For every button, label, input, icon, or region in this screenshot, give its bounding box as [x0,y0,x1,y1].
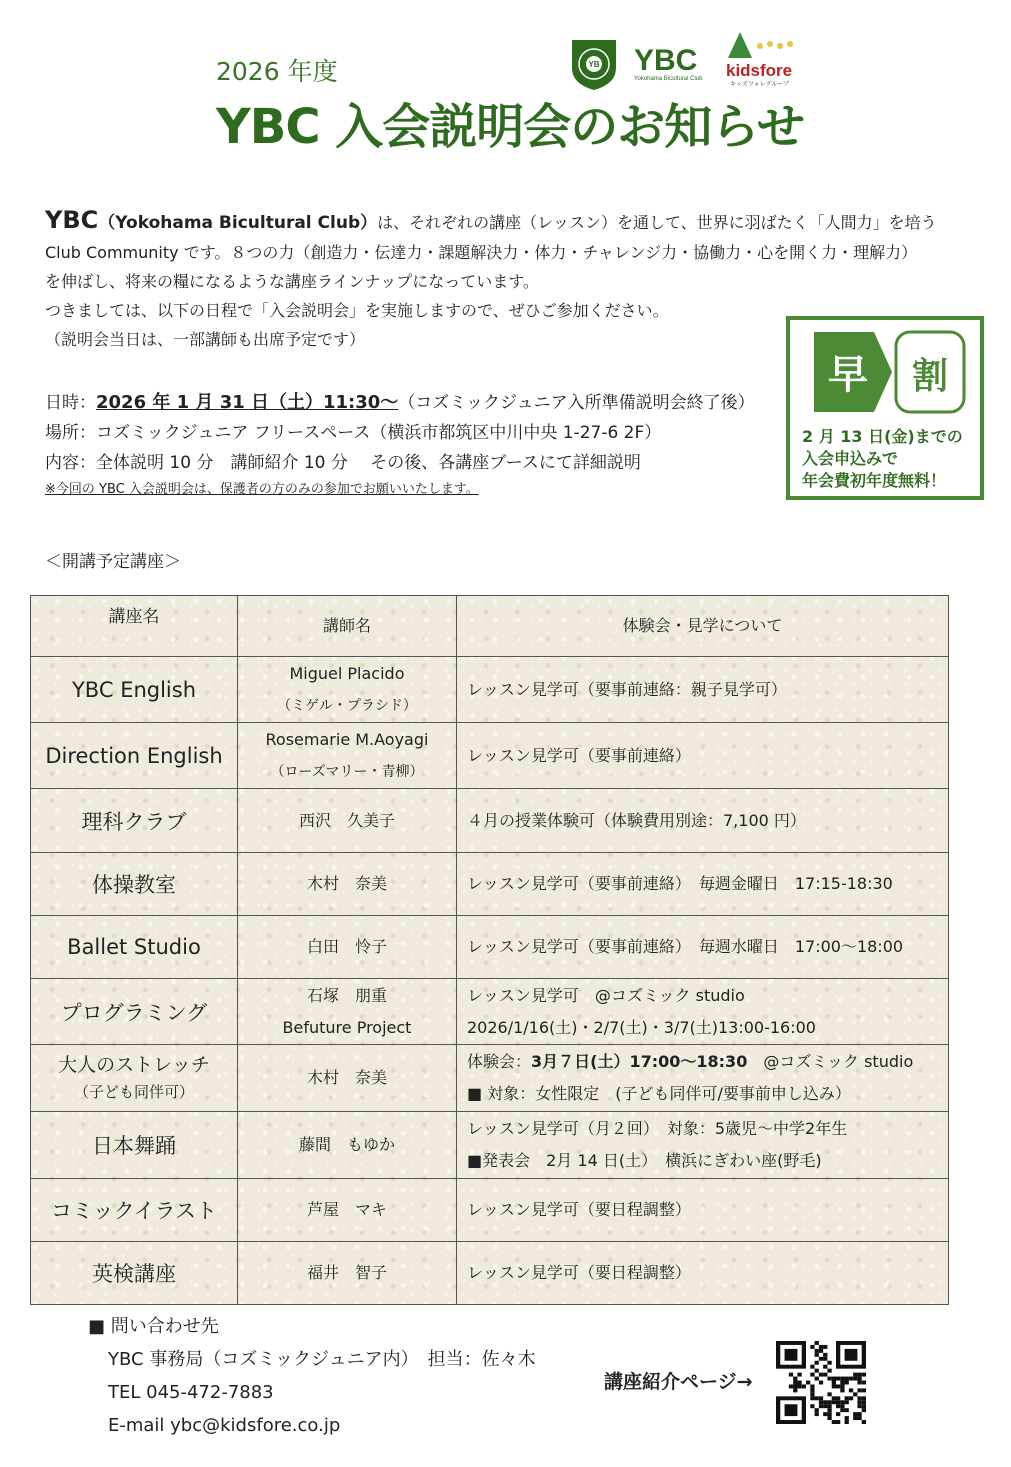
course-name-sub: （子ども同伴可） [73,1083,194,1101]
contact-heading: ■ 問い合わせ先 [88,1316,219,1337]
info-line: レッスン見学可 @コズミック studio [467,985,745,1005]
info-cell [457,1242,949,1305]
teacher-name: （ローズマリー・青柳） [270,763,424,780]
course-name: プログラミング [60,1000,208,1025]
teacher-name: Befuture Project [282,1017,412,1037]
early-bird-badge [810,328,968,420]
svg-text:Yokohama Bicultural Club: Yokohama Bicultural Club [634,76,703,82]
teacher-cell [238,853,457,916]
intro-line-1 [45,206,980,238]
svg-text:キッズフォレグループ: キッズフォレグループ [730,81,789,88]
event-date-label: 日時： [45,393,96,413]
ybc-wordmark-logo [634,44,703,82]
contact-tel: TEL 045-472-7883 [108,1382,274,1403]
table-row [31,916,949,979]
course-name: 体操教室 [92,873,176,897]
teacher-cell [238,916,457,979]
intro-line-4: つきましては、以下の日程で「入会説明会」を実施しますので、ぜひご参加ください。 [45,301,669,320]
header-teacher: 講師名 [238,596,457,657]
table-row [31,853,949,916]
info-cell [457,657,949,723]
course-name: 日本舞踊 [92,1134,176,1158]
event-place-label: 場所： [45,423,96,443]
early-bird-text [802,426,963,492]
teacher-name: Rosemarie M.Aoyagi [265,729,429,749]
course-name-cell [31,1045,238,1112]
course-name: コミックイラスト [51,1199,217,1223]
early-kanji-2: 割 [911,356,949,397]
course-name: 大人のストレッチ [58,1054,210,1076]
early-bird-box [786,316,984,500]
qr-code-icon[interactable] [776,1341,866,1424]
svg-text:kidsfore: kidsfore [726,61,793,80]
info-line: レッスン見学可（要日程調整） [467,1263,691,1282]
event-content-value: 全体説明 10 分 講師紹介 10 分 その後、各講座ブースにて詳細説明 [96,453,641,473]
info-line: ４月の授業体験可（体験費用別途：7,100 円） [467,810,806,830]
event-date-value: 2026 年 1 月 31 日（土）11:30～ [96,392,399,413]
event-date-note: （コズミックジュニア入所準備説明会終了後） [398,393,755,413]
intro-line-3: を伸ばし、将来の糧になるような講座ラインナップになっています。 [45,272,539,291]
table-header-row [31,596,949,657]
course-name: Ballet Studio [67,935,201,959]
table-row [31,789,949,853]
info-line-rich [467,1046,948,1078]
teacher-name: 白田 怜子 [306,937,387,956]
info-line: レッスン見学可（要事前連絡） 毎週水曜日 17:00～18:00 [467,937,904,956]
courses-heading: ＜開講予定講座＞ [45,552,181,572]
early-bird-line-2: 入会申込みで [802,449,899,468]
course-name: Direction English [45,743,223,768]
intro-line-1-rest: は、それぞれの講座（レッスン）を通して、世界に羽ばたく「人間力」を培う [377,213,937,232]
teacher-cell [238,723,457,789]
info-line: レッスン見学可（要事前連絡） 毎週金曜日 17:15-18:30 [467,874,893,893]
teacher-name: 石塚 朋重 [306,985,387,1005]
course-table [30,595,949,1305]
event-place-row [45,418,755,448]
table-row [31,1179,949,1242]
teacher-cell [238,1179,457,1242]
qr-code-graphic [776,1341,866,1424]
course-name-cell [31,916,238,979]
info-cell [457,979,949,1045]
qr-label: 講座紹介ページ→ [604,1371,753,1393]
teacher-cell [238,1112,457,1179]
teacher-name: 芦屋 マキ [306,1200,387,1219]
teacher-name: 木村 奈美 [306,874,387,893]
contact-section [88,1310,536,1442]
table-row [31,979,949,1045]
teacher-name: Miguel Placido [289,663,405,683]
brand-full-name: （Yokohama Bicultural Club） [98,213,378,233]
info-cell [457,916,949,979]
ybc-crest-logo [572,40,616,90]
teacher-name: 藤間 もゆか [298,1135,395,1154]
early-bird-line-1: 2 月 13 日(金)までの [802,427,963,446]
info-line: レッスン見学可（要日程調整） [467,1200,691,1219]
svg-text:YBC: YBC [634,44,698,77]
teacher-name: 西沢 久美子 [298,810,395,830]
info-cell [457,1045,949,1112]
event-note: ※今回の YBC 入会説明会は、保護者の方のみの参加でお願いいたします。 [45,482,479,497]
info-line: 2026/1/16(土)・2/7(土)・3/7(土)13:00-16:00 [467,1017,816,1037]
teacher-cell [238,1045,457,1112]
contact-office: YBC 事務局（コズミックジュニア内） 担当：佐々木 [108,1349,536,1370]
logo-svg [568,32,798,92]
course-name-cell [31,1179,238,1242]
info-cell [457,853,949,916]
course-name-cell [31,789,238,853]
teacher-name: （ミゲル・プラシド） [277,697,417,714]
page-title: YBC 入会説明会のお知らせ [216,99,804,155]
table-row [31,723,949,789]
course-name-cell [31,979,238,1045]
event-info [45,388,755,502]
course-name-cell [31,657,238,723]
info-line: レッスン見学可（月２回） 対象：5歳児～中学2年生 [467,1119,848,1138]
event-content-row [45,448,755,478]
teacher-name: 福井 智子 [306,1263,387,1282]
year-label: 2026 年度 [216,57,338,86]
early-bird-line-3: 年会費初年度無料！ [802,471,947,490]
teacher-cell [238,657,457,723]
teacher-name: 木村 奈美 [306,1068,387,1087]
table-row [31,1242,949,1305]
logo-group [568,32,798,92]
info-line: ■発表会 2月 14 日(土） 横浜にぎわい座(野毛) [467,1151,822,1170]
info-line: ■ 対象：女性限定 (子ども同伴可/要事前申し込み） [467,1084,851,1103]
info-prefix: 体験会： [467,1052,532,1071]
course-name-cell [31,1112,238,1179]
course-name-cell [31,853,238,916]
info-line: レッスン見学可（要事前連絡） [467,745,691,765]
info-bold: 3月７日(土）17:00～18:30 [531,1052,748,1071]
course-name: 理科クラブ [81,809,187,834]
info-cell [457,1112,949,1179]
info-cell [457,1179,949,1242]
intro-line-2: Club Community です。８つの力（創造力・伝達力・課題解決力・体力・チャレンジ力・協働力・心を開く力・理解力） [45,243,918,262]
course-name: YBC English [71,677,197,702]
course-name-cell [31,1242,238,1305]
event-date-row [45,388,755,418]
table-row [31,1045,949,1112]
info-cell [457,723,949,789]
table-row [31,657,949,723]
kidsfore-logo [726,32,793,88]
event-content-label: 内容： [45,453,96,473]
info-suffix: @コズミック studio [747,1052,914,1071]
info-line: レッスン見学可（要事前連絡：親子見学可） [467,679,787,699]
brand-name: YBC [45,206,99,234]
early-kanji-1: 早 [828,352,868,398]
intro-line-5: （説明会当日は、一部講師も出席予定です） [45,330,366,349]
course-name: 英検講座 [92,1262,176,1286]
event-place-value: コズミックジュニア フリースペース（横浜市都筑区中川中央 1-27-6 2F） [96,423,662,443]
header-info: 体験会・見学について [457,596,949,657]
info-cell [457,789,949,853]
teacher-cell [238,789,457,853]
header-course: 講座名 [31,596,238,657]
table-row [31,1112,949,1179]
course-name-cell [31,723,238,789]
svg-text:YB: YB [588,60,600,69]
teacher-cell [238,1242,457,1305]
teacher-cell [238,979,457,1045]
contact-email[interactable]: E-mail ybc@kidsfore.co.jp [108,1415,341,1436]
